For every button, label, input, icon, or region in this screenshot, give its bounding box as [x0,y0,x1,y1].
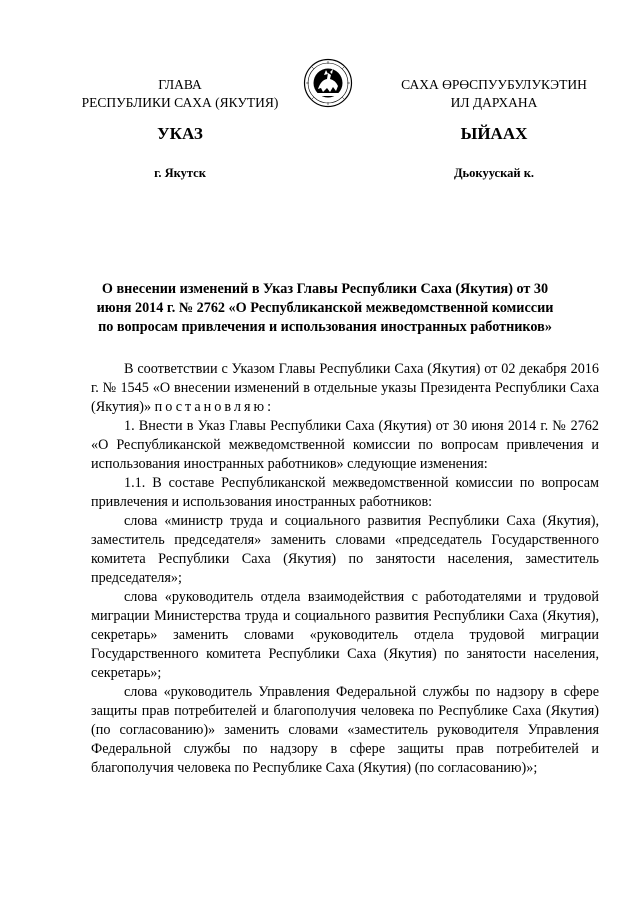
paragraph-amendment-1: слова «министр труда и социального развития Республики Саха (Якутия), заместитель председателя» заменить словами «председатель Государственного комитета Республики Саха (Якутия) по занятости населения, заместитель председателя»; [91,513,599,586]
doc-type-sakha: ЫЙААХ [460,124,528,143]
paragraph-item-1: 1. Внести в Указ Главы Республики Саха (Якутия) от 30 июня 2014 г. № 2762 «О Республиканской межведомственной комиссии по вопросам привлечения и использования иностранных работников» следующие изменения: [91,418,599,472]
decree-title: О внесении изменений в Указ Главы Республики Саха (Якутия) от 30 июня 2014 г. № 2762 «О Республиканской межведомственной комиссии по вопросам привлечения и использования иностранных работников» [96,281,554,335]
issuer-sakha-line2: ИЛ ДАРХАНА [450,95,538,110]
doc-type-ru: УКАЗ [157,124,203,143]
paragraph-amendment-2: слова «руководитель отдела взаимодействия с работодателями и трудовой миграции Министерства труда и социального развития Республики Саха (Якутия), секретарь» заменить словами «руководитель отдела трудовой миграции Государственного комитета Республики Саха (Якутия) по занятости населения, секретарь»; [91,589,599,681]
issuer-ru-line1: ГЛАВА [158,77,202,92]
issuer-ru-line2: РЕСПУБЛИКИ САХА (ЯКУТИЯ) [81,95,279,110]
paragraph-preamble [91,360,599,417]
city-ru: г. Якутск [154,166,206,180]
paragraph-amendment-3: слова «руководитель Управления Федеральной службы по надзору в сфере защиты прав потребителей и благополучия человека по Республике Саха (Якутия) (по согласованию)» заменить словами «заместитель руководителя Управления Федеральной службы по надзору в сфере защиты прав потребителей и благополучия человека по Республике Саха (Якутия) (по согласованию)»; [91,684,599,776]
document-header [0,0,640,200]
issuer-sakha-line1: САХА ӨРӨСПУУБУЛУКЭТИН [401,77,587,92]
issuer-ru [80,76,280,112]
city-sakha: Дьокуускай к. [453,166,535,180]
coat-of-arms-emblem [303,58,353,108]
decree-body [91,360,599,778]
preamble-text: В соответствии с Указом Главы Республики Саха (Якутия) от 02 декабря 2016 г. № 1545 «О внесении изменений в отдельные указы Президента Республики Саха (Якутия)» [91,361,599,415]
paragraph-item-1-1: 1.1. В составе Республиканской межведомственной комиссии по вопросам привлечения и использования иностранных работников: [91,475,599,510]
issuer-sakha [388,76,600,112]
preamble-decree-word: постановляю: [154,399,275,415]
